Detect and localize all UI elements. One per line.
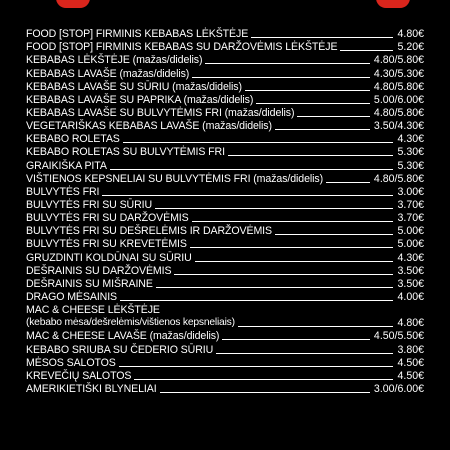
menu-item-price: 5.00€ bbox=[397, 238, 424, 251]
menu-item bbox=[26, 211, 424, 224]
menu-item bbox=[26, 382, 424, 395]
menu-item bbox=[26, 329, 424, 342]
menu-item bbox=[26, 264, 424, 277]
menu-item bbox=[26, 40, 424, 53]
red-corner-shape-right bbox=[376, 0, 410, 8]
menu-item bbox=[26, 237, 424, 250]
price-leader-line bbox=[190, 247, 394, 248]
menu-item-name: BULVYTĖS FRI SU DEŠRELĖMIS IR DARŽOVĖMIS bbox=[26, 225, 272, 238]
menu-item-price: 3.70€ bbox=[397, 212, 424, 225]
price-leader-line bbox=[120, 300, 393, 301]
menu-item bbox=[26, 277, 424, 290]
price-leader-line bbox=[275, 129, 370, 130]
price-leader-line bbox=[297, 116, 370, 117]
menu-item-price: 3.70€ bbox=[397, 198, 424, 211]
menu-item-price: 4.80/5.80€ bbox=[373, 54, 424, 67]
menu-item-name: KEBABO SRIUBA SU ČEDERIO SŪRIU bbox=[26, 343, 214, 356]
menu-item-name: GRUZDINTI KOLDŪNAI SU SŪRIU bbox=[26, 251, 192, 264]
menu-item-price: 3.80€ bbox=[397, 343, 424, 356]
menu-item-price: 5.20€ bbox=[397, 41, 424, 54]
menu-item bbox=[26, 198, 424, 211]
menu-item-name: VEGETARIŠKAS KEBABAS LAVAŠE (mažas/didelis) bbox=[26, 120, 272, 133]
menu-item-name: KEBABAS LAVAŠE SU PAPRIKA (mažas/didelis) bbox=[26, 93, 254, 106]
menu-item-price: 3.00/6.00€ bbox=[373, 382, 424, 395]
menu-item-price: 4.80€ bbox=[397, 317, 424, 330]
price-leader-line bbox=[195, 261, 394, 262]
menu-item bbox=[26, 53, 424, 66]
price-leader-line bbox=[156, 287, 394, 288]
menu-item bbox=[26, 158, 424, 171]
menu-item bbox=[26, 356, 424, 369]
menu-item bbox=[26, 303, 424, 316]
menu-item bbox=[26, 27, 424, 40]
price-leader-line bbox=[256, 103, 370, 104]
menu-item bbox=[26, 172, 424, 185]
menu-item bbox=[26, 93, 424, 106]
menu-item bbox=[26, 185, 424, 198]
menu-item-price: 5.00€ bbox=[397, 225, 424, 238]
menu-item-price: 4.00€ bbox=[397, 290, 424, 303]
menu-item bbox=[26, 250, 424, 263]
menu-item-name: BULVYTĖS FRI SU SŪRIU bbox=[26, 198, 153, 211]
price-leader-line bbox=[192, 77, 370, 78]
menu-item bbox=[26, 106, 424, 119]
menu-item-name: MAC & CHEESE LĖKŠTĖJE bbox=[26, 304, 160, 317]
menu-item-price: 3.00€ bbox=[397, 185, 424, 198]
menu-item-price: 4.80/5.80€ bbox=[373, 172, 424, 185]
menu-item-name: DRAGO MĖSAINIS bbox=[26, 290, 118, 303]
menu-item-name: FOOD [STOP] FIRMINIS KEBABAS SU DARŽOVĖMIS LĖKŠTĖJE bbox=[26, 41, 338, 54]
price-leader-line bbox=[340, 50, 393, 51]
price-leader-line bbox=[251, 37, 393, 38]
menu-item-name: KEBABAS LĖKŠTĖJE (mažas/didelis) bbox=[26, 54, 203, 67]
price-leader-line bbox=[155, 208, 393, 209]
price-leader-line bbox=[245, 90, 370, 91]
menu-item-name: BULVYTĖS FRI SU DARŽOVĖMIS bbox=[26, 212, 189, 225]
menu-item bbox=[26, 369, 424, 382]
menu-item-name: KEBABAS LAVAŠE (mažas/didelis) bbox=[26, 67, 190, 80]
menu-item-name: FOOD [STOP] FIRMINIS KEBABAS LĖKŠTĖJE bbox=[26, 28, 249, 41]
menu-item-price: 5.00/6.00€ bbox=[373, 93, 424, 106]
menu-item-name: (kebabo mėsa/dešrelėmis/vištienos kepsneliais) bbox=[26, 317, 235, 329]
price-leader-line bbox=[192, 221, 394, 222]
menu-item-name: MAC & CHEESE LAVAŠE (mažas/didelis) bbox=[26, 330, 220, 343]
menu-item bbox=[26, 80, 424, 93]
menu-item-name: KEBABO ROLETAS SU BULVYTĖMIS FRI bbox=[26, 146, 225, 159]
menu-item-price: 3.50€ bbox=[397, 277, 424, 290]
menu-item-name: KEBABAS LAVAŠE SU SŪRIU (mažas/didelis) bbox=[26, 80, 242, 93]
menu-item bbox=[26, 132, 424, 145]
price-leader-line bbox=[326, 182, 370, 183]
menu-item-name: VIŠTIENOS KEPSNELIAI SU BULVYTĖMIS FRI (mažas/didelis) bbox=[26, 172, 323, 185]
price-leader-line bbox=[123, 142, 394, 143]
menu-item bbox=[26, 316, 424, 329]
menu-item-price: 4.50€ bbox=[397, 356, 424, 369]
menu-item-price: 4.80€ bbox=[397, 28, 424, 41]
menu-item-name: DEŠRAINIS SU MIŠRAINE bbox=[26, 277, 153, 290]
menu-item-name: GRAIKIŠKA PITA bbox=[26, 159, 107, 172]
menu-item-name: KEBABAS LAVAŠE SU BULVYTĖMIS FRI (mažas/didelis) bbox=[26, 106, 295, 119]
menu-list bbox=[26, 27, 424, 395]
menu-item-price: 5.30€ bbox=[397, 159, 424, 172]
menu-item-name: BULVYTĖS FRI SU KREVETĖMIS bbox=[26, 238, 187, 251]
menu-item-name: KEBABO ROLETAS bbox=[26, 133, 120, 146]
menu-item-price: 3.50/4.30€ bbox=[373, 120, 424, 133]
price-leader-line bbox=[102, 195, 393, 196]
menu-item-price: 4.30€ bbox=[397, 133, 424, 146]
menu-item-name: AMERIKIETIŠKI BLYNELIAI bbox=[26, 382, 157, 395]
price-leader-line bbox=[216, 353, 393, 354]
menu-item-name: DEŠRAINIS SU DARŽOVĖMIS bbox=[26, 264, 172, 277]
menu-item bbox=[26, 342, 424, 355]
menu-item-price: 4.50/5.50€ bbox=[373, 330, 424, 343]
menu-item-name: MĖSOS SALOTOS bbox=[26, 356, 116, 369]
red-corner-shape-left bbox=[56, 0, 90, 8]
menu-item bbox=[26, 119, 424, 132]
menu-item-price: 4.50€ bbox=[397, 369, 424, 382]
price-leader-line bbox=[228, 155, 394, 156]
price-leader-line bbox=[134, 379, 393, 380]
price-leader-line bbox=[205, 63, 370, 64]
menu-item bbox=[26, 145, 424, 158]
menu-item-price: 4.80/5.80€ bbox=[373, 80, 424, 93]
menu-item-price: 4.30€ bbox=[397, 251, 424, 264]
price-leader-line bbox=[275, 234, 394, 235]
price-leader-line bbox=[222, 339, 370, 340]
menu-item bbox=[26, 224, 424, 237]
price-leader-line bbox=[174, 274, 393, 275]
menu-item-price: 4.30/5.30€ bbox=[373, 67, 424, 80]
menu-item-price: 3.50€ bbox=[397, 264, 424, 277]
menu-item-name: BULVYTĖS FRI bbox=[26, 185, 100, 198]
menu-item-name: KREVEČIŲ SALOTOS bbox=[26, 369, 132, 382]
menu-item bbox=[26, 66, 424, 79]
price-leader-line bbox=[110, 169, 394, 170]
menu-item bbox=[26, 290, 424, 303]
price-leader-line bbox=[160, 392, 370, 393]
price-leader-line bbox=[238, 326, 394, 327]
menu-item-price: 4.80/5.80€ bbox=[373, 106, 424, 119]
price-leader-line bbox=[119, 366, 394, 367]
menu-item-price: 5.30€ bbox=[397, 146, 424, 159]
